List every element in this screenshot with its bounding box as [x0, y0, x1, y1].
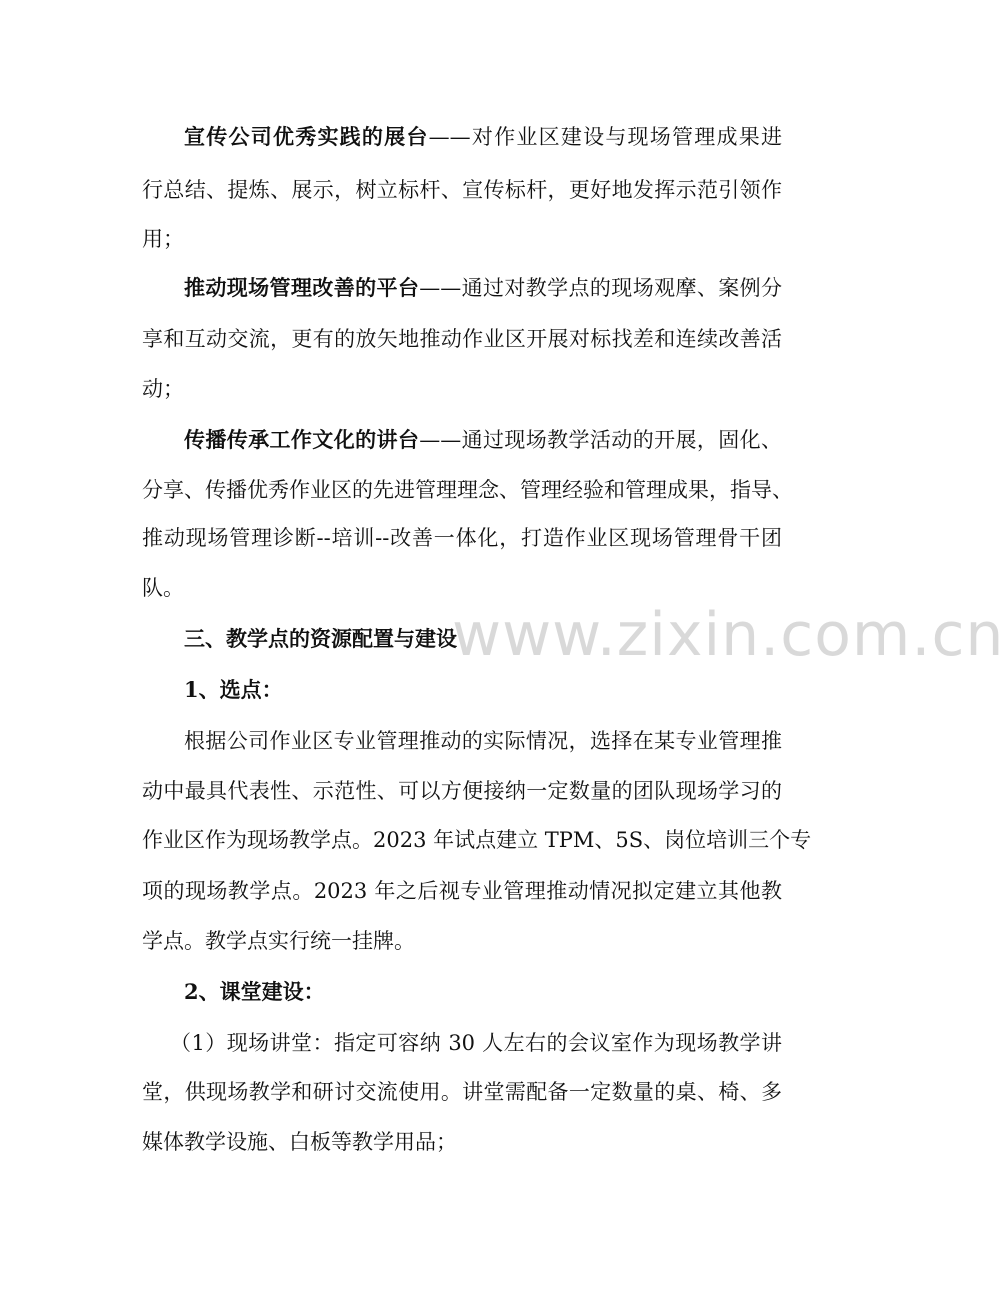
section-heading-3: 三、教学点的资源配置与建设	[184, 626, 457, 651]
paragraph-1-heading: 宣传公司优秀实践的展台	[184, 124, 429, 149]
paragraph-4-line-5: 学点。教学点实行统一挂牌。	[142, 929, 415, 953]
paragraph-1-text: ——对作业区建设与现场管理成果进	[428, 125, 782, 149]
paragraph-3-heading: 传播传承工作文化的讲台	[184, 427, 420, 452]
paragraph-4-line-4: 项的现场教学点。2023 年之后视专业管理推动情况拟定建立其他教	[142, 879, 782, 903]
paragraph-2-text: ——通过对教学点的现场观摩、案例分	[419, 276, 783, 300]
paragraph-1-line-2: 行总结、提炼、展示，树立标杆、宣传标杆，更好地发挥示范引领作	[142, 178, 782, 202]
paragraph-3-line-2: 分享、传播优秀作业区的先进管理理念、管理经验和管理成果，指导、	[142, 478, 793, 502]
paragraph-1-line-3: 用；	[142, 227, 184, 251]
paragraph-2-heading: 推动现场管理改善的平台	[184, 275, 420, 300]
paragraph-3-line-1	[184, 425, 782, 455]
paragraph-5-line-2: 堂，供现场教学和研讨交流使用。讲堂需配备一定数量的桌、椅、多	[142, 1080, 782, 1104]
paragraph-4-line-2: 动中最具代表性、示范性、可以方便接纳一定数量的团队现场学习的	[142, 779, 782, 803]
paragraph-4-line-3: 作业区作为现场教学点。2023 年试点建立 TPM、5S、岗位培训三个专	[142, 828, 812, 852]
paragraph-3-line-4: 队。	[142, 576, 184, 600]
paragraph-5-line-1: （1）现场讲堂：指定可容纳 30 人左右的会议室作为现场教学讲	[170, 1031, 782, 1055]
paragraph-2-line-2: 享和互动交流，更有的放矢地推动作业区开展对标找差和连续改善活	[142, 327, 782, 351]
paragraph-1-line-1	[184, 122, 782, 152]
paragraph-2-line-3: 动；	[142, 377, 184, 401]
subheading-classroom: 2、课堂建设：	[184, 979, 325, 1004]
paragraph-2-line-1	[184, 273, 782, 303]
paragraph-3-text: ——通过现场教学活动的开展，固化、	[419, 428, 783, 452]
watermark: www.zixin.com.cn	[452, 600, 1004, 670]
subheading-select-point: 1、选点：	[184, 677, 283, 702]
paragraph-3-line-3: 推动现场管理诊断--培训--改善一体化，打造作业区现场管理骨干团	[142, 526, 782, 550]
paragraph-4-line-1: 根据公司作业区专业管理推动的实际情况，选择在某专业管理推	[184, 729, 782, 753]
paragraph-5-line-3: 媒体教学设施、白板等教学用品；	[142, 1130, 457, 1154]
